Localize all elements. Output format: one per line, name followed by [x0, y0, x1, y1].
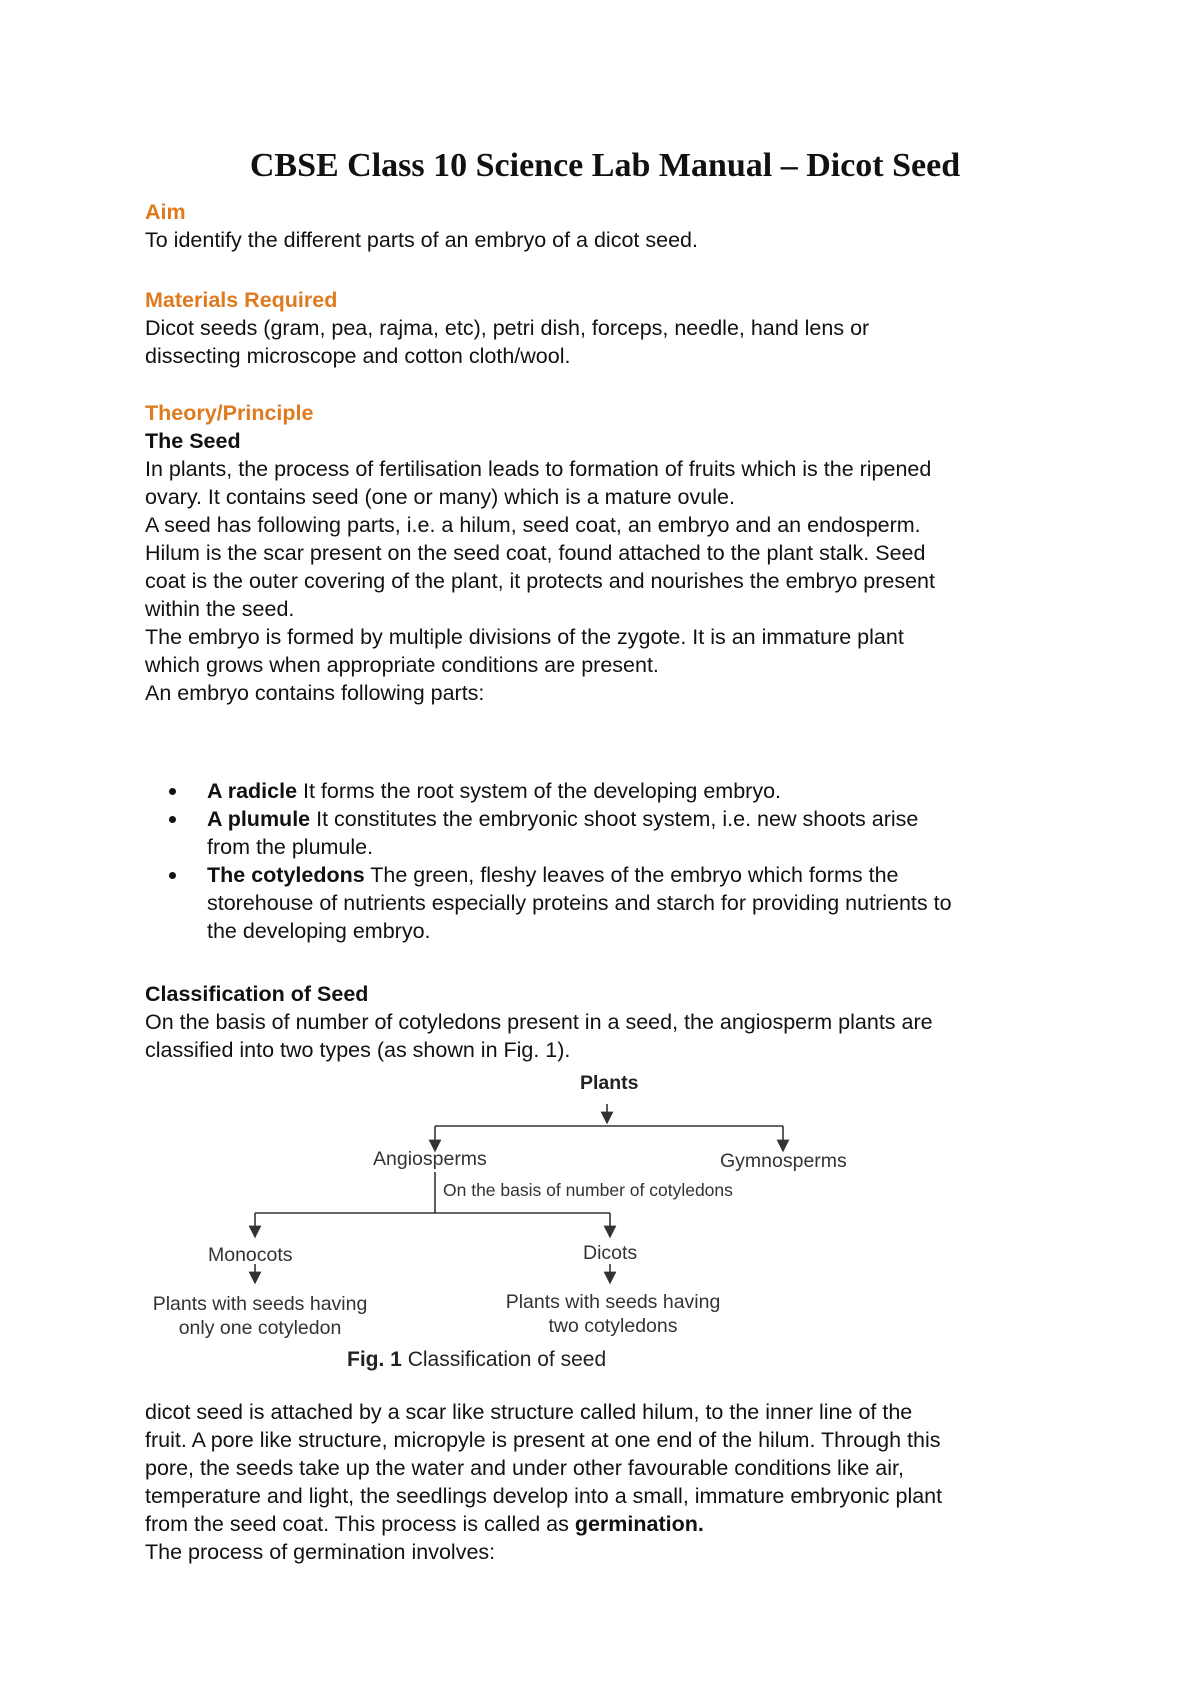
- theory-heading: Theory/Principle: [145, 401, 314, 425]
- list-item-text: It constitutes the embryonic shoot system, i.e. new shoots arise: [310, 807, 919, 831]
- list-item: [207, 861, 1065, 945]
- theory-line: ovary. It contains seed (one or many) which is a mature ovule.: [145, 485, 735, 509]
- monocot-desc-line-1: Plants with seeds having: [152, 1293, 368, 1315]
- diagram-basis-label: On the basis of number of cotyledons: [443, 1180, 733, 1200]
- classification-diagram: [145, 1066, 865, 1384]
- list-item-text: from the plumule.: [207, 835, 374, 859]
- materials-heading: Materials Required: [145, 288, 338, 312]
- list-item: [207, 805, 1065, 861]
- theory-line: The embryo is formed by multiple divisions of the zygote. It is an immature plant: [145, 625, 904, 649]
- diagram-node-dicots: Dicots: [583, 1242, 638, 1264]
- germination-line: temperature and light, the seedlings develop into a small, immature embryonic plant: [145, 1484, 943, 1508]
- theory-line: In plants, the process of fertilisation leads to formation of fruits which is the ripened: [145, 457, 932, 481]
- germination-line-final: [145, 1510, 1065, 1538]
- list-item: [207, 777, 1065, 805]
- theory-line: within the seed.: [145, 597, 295, 621]
- document-title: CBSE Class 10 Science Lab Manual – Dicot Seed: [249, 147, 961, 184]
- diagram-monocot-description: [145, 1292, 375, 1340]
- seed-subheading: The Seed: [145, 429, 241, 453]
- classification-section: [145, 980, 1065, 1064]
- dicot-desc-line-1: Plants with seeds having: [505, 1291, 721, 1313]
- list-item-text: The green, fleshy leaves of the embryo which forms the: [364, 863, 899, 887]
- diagram-dicot-description: [493, 1290, 733, 1338]
- diagram-node-plants: Plants: [580, 1072, 639, 1094]
- classification-line-1: On the basis of number of cotyledons present in a seed, the angiosperm plants are: [145, 1010, 933, 1034]
- germination-term: germination.: [574, 1512, 704, 1536]
- theory-section: [145, 399, 1065, 707]
- aim-text: To identify the different parts of an embryo of a dicot seed.: [145, 228, 698, 252]
- diagram-node-monocots: Monocots: [208, 1244, 293, 1266]
- aim-section: [145, 198, 1065, 254]
- germination-line: fruit. A pore like structure, micropyle is present at one end of the hilum. Through this: [145, 1428, 941, 1452]
- list-item-text: It forms the root system of the developing embryo.: [297, 779, 782, 803]
- theory-line: A seed has following parts, i.e. a hilum, seed coat, an embryo and an endosperm.: [145, 513, 921, 537]
- materials-line-1: Dicot seeds (gram, pea, rajma, etc), petri dish, forceps, needle, hand lens or: [145, 316, 870, 340]
- diagram-node-angiosperms: Angiosperms: [373, 1148, 487, 1170]
- figure-number: Fig. 1: [347, 1348, 402, 1371]
- germination-section: [145, 1398, 1065, 1566]
- materials-section: [145, 286, 1065, 370]
- theory-line: which grows when appropriate conditions are present.: [145, 653, 659, 677]
- theory-line: Hilum is the scar present on the seed coat, found attached to the plant stalk. Seed: [145, 541, 926, 565]
- germination-line: dicot seed is attached by a scar like structure called hilum, to the inner line of the: [145, 1400, 913, 1424]
- germination-process-intro: The process of germination involves:: [145, 1540, 496, 1564]
- list-item-text: storehouse of nutrients especially proteins and starch for providing nutrients to: [207, 891, 952, 915]
- dicot-desc-line-2: two cotyledons: [548, 1315, 678, 1337]
- germination-text: from the seed coat. This process is called as: [145, 1512, 575, 1536]
- list-item-text: the developing embryo.: [207, 919, 431, 943]
- embryo-parts-section: [145, 777, 1065, 945]
- classification-line-2: classified into two types (as shown in Fig. 1).: [145, 1038, 571, 1062]
- figure-caption: [347, 1348, 606, 1372]
- materials-line-2: dissecting microscope and cotton cloth/wool.: [145, 344, 571, 368]
- figure-caption-text: Classification of seed: [407, 1348, 607, 1371]
- list-item-term: The cotyledons: [207, 863, 365, 887]
- diagram-node-gymnosperms: Gymnosperms: [720, 1150, 847, 1172]
- aim-heading: Aim: [145, 200, 186, 224]
- germination-line: pore, the seeds take up the water and under other favourable conditions like air,: [145, 1456, 904, 1480]
- theory-line: coat is the outer covering of the plant, it protects and nourishes the embryo present: [145, 569, 935, 593]
- theory-line: An embryo contains following parts:: [145, 681, 485, 705]
- list-item-term: A plumule: [207, 807, 311, 831]
- embryo-parts-list: [145, 777, 1065, 945]
- monocot-desc-line-2: only one cotyledon: [178, 1317, 342, 1339]
- classification-heading: Classification of Seed: [145, 982, 369, 1006]
- list-item-term: A radicle: [207, 779, 298, 803]
